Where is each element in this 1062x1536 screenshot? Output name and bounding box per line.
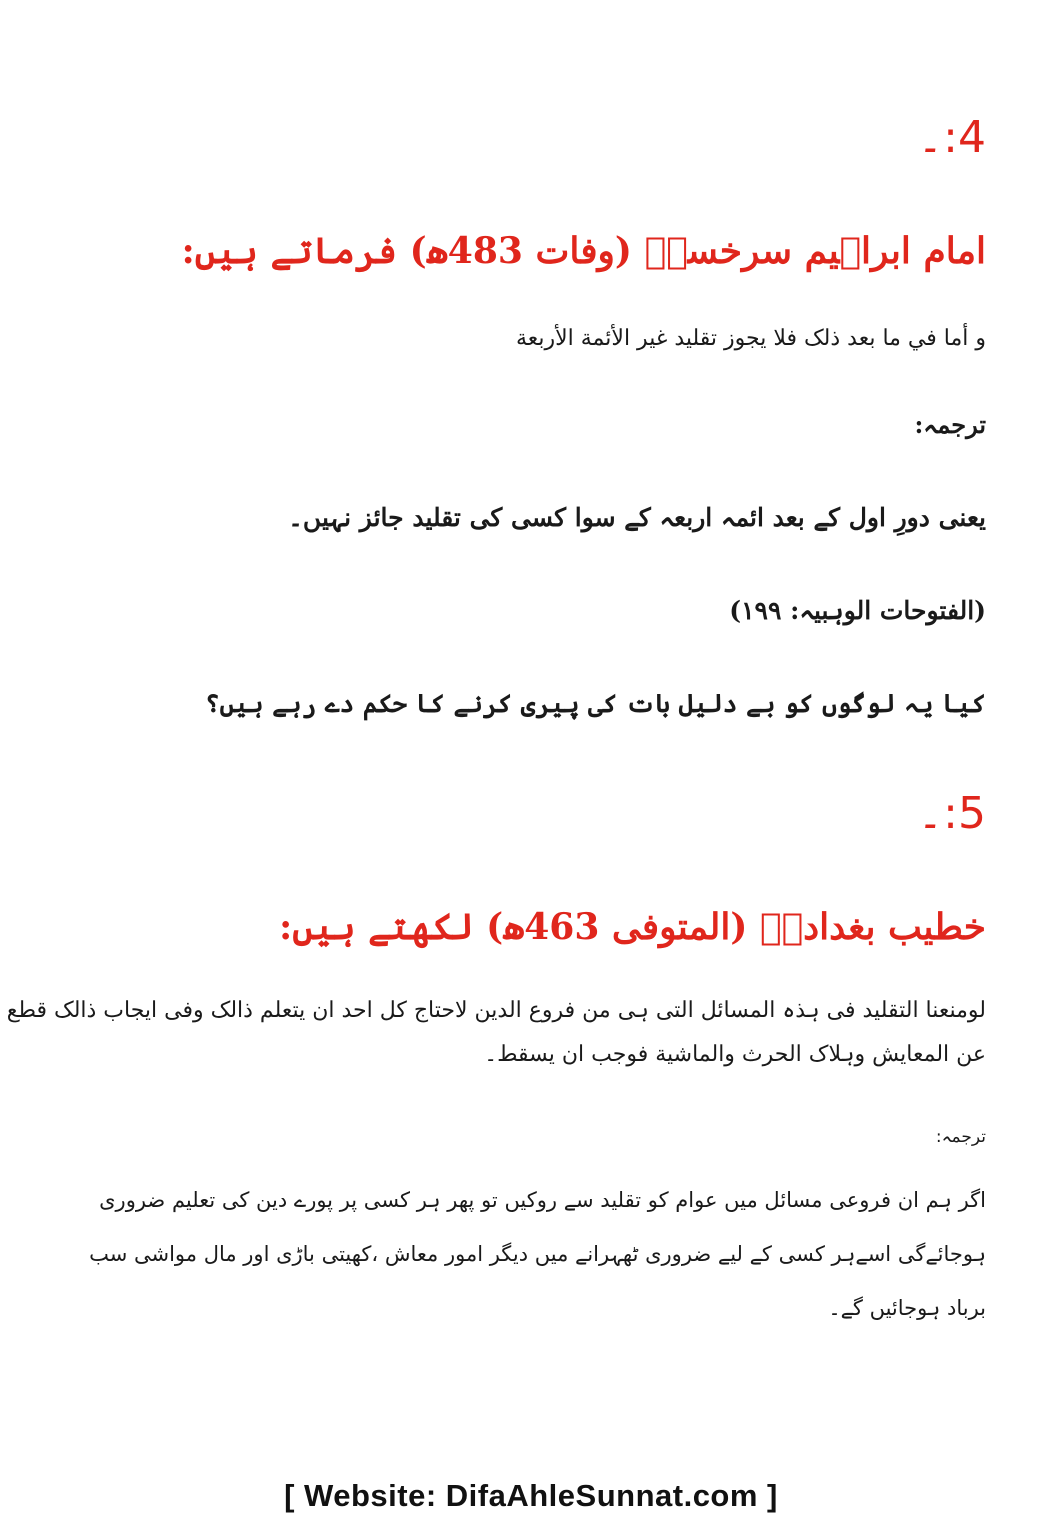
section-5-arabic-line-2: عن المعايش وہلاک الحرث والماشية فوجب ان يسقط۔	[484, 1042, 986, 1067]
section-4-number: 4:۔	[917, 112, 986, 163]
section-5-heading: خطیب بغدادیؒ (المتوفی 463ھ) لکھتے ہیں:	[278, 906, 986, 948]
website-footer: [ Website: DifaAhleSunnat.com ]	[284, 1478, 778, 1513]
section-4-arabic-quote: و أما في ما بعد ذلک فلا يجوز تقليد غير الأئمة الأربعة	[515, 326, 986, 351]
section-5-translation-line-1: اگر ہم ان فروعی مسائل میں عوام کو تقلید سے روکیں تو پھر ہر کسی پر پورے دین کی تعلیم ضروری	[99, 1188, 986, 1212]
section-4-translation: یعنی دورِ اول کے بعد ائمہ اربعہ کے سوا کسی کی تقلید جائز نہیں۔	[288, 503, 986, 532]
section-5-arabic-quote	[6, 998, 986, 1086]
section-5-translation-label: ترجمہ:	[935, 1127, 986, 1147]
section-4-question: کیا یہ لوگوں کو بے دلیل بات کی پیری کرنے کا حکم دے رہے ہیں؟	[204, 689, 986, 718]
section-4-translation-label: ترجمہ:	[914, 410, 986, 439]
section-4-heading: امام ابراہیم سرخسیؒ (وفات 483ھ) فرماتے ہیں:	[181, 230, 986, 272]
section-5-translation-line-3: برباد ہوجائیں گے۔	[828, 1296, 986, 1320]
section-5-translation-line-2: ہوجائےگی اسےہر کسی کے لیے ضروری ٹھہرانے میں دیگر امور معاش ،کھیتی باڑی اور مال مواشی سب	[89, 1242, 986, 1266]
section-5-translation	[89, 1188, 986, 1350]
section-5-number: 5:۔	[917, 788, 986, 839]
section-4-reference: (الفتوحات الوہبیہ: ۱۹۹)	[729, 596, 986, 625]
section-5-arabic-line-1: لومنعنا التقليد فی ہذہ المسائل التی ہی من فروع الدين لاحتاج كل احد ان يتعلم ذالک وفی ايجاب ذالک قطع	[6, 998, 986, 1023]
